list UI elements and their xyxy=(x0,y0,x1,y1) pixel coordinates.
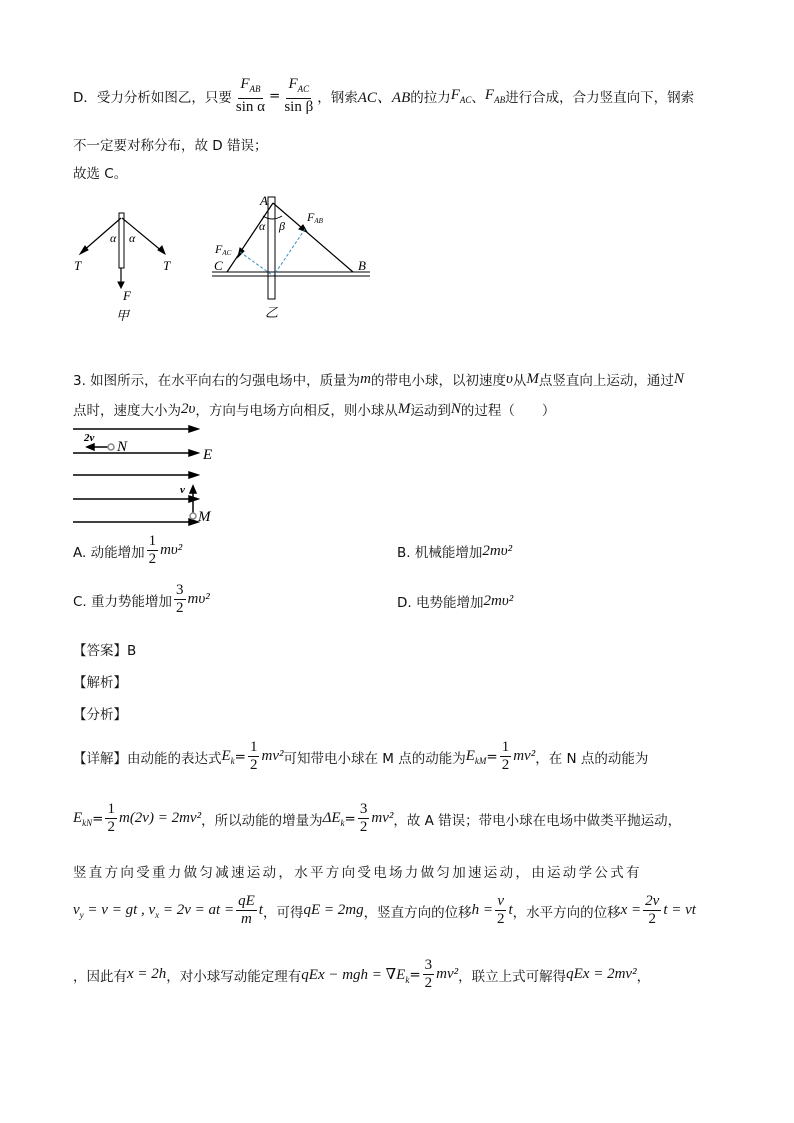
text: m(2v) = 2mv² xyxy=(118,810,202,826)
text: 的拉力 xyxy=(410,90,451,106)
text: = xyxy=(234,748,246,765)
text: 2υ xyxy=(181,400,196,417)
text: 进行合成，合力竖直向下，钢索 xyxy=(505,90,695,106)
question-3-line-2 xyxy=(73,399,555,419)
text: t = vt xyxy=(663,902,696,918)
text: y xyxy=(79,909,84,920)
text: t xyxy=(258,902,263,918)
label-t: T xyxy=(163,258,171,273)
detail-line-2 xyxy=(73,801,681,836)
text: 2 xyxy=(176,600,184,616)
text: 点竖直向上运动，通过 xyxy=(538,373,674,389)
label-v: v xyxy=(180,484,185,496)
electric-field-diagram xyxy=(70,425,260,530)
text: t xyxy=(508,902,513,918)
text: C. 重力势能增加 xyxy=(73,593,173,610)
detail-line-1 xyxy=(73,739,648,774)
math xyxy=(485,87,505,105)
text: F xyxy=(288,76,298,92)
text: x xyxy=(155,909,160,920)
text: k xyxy=(340,817,345,828)
caption-yi: 乙 xyxy=(265,305,279,320)
text: mv² xyxy=(436,966,459,982)
text: h = xyxy=(471,902,493,918)
label-b: B xyxy=(358,258,366,273)
text: ，对小球写动能定理有 xyxy=(166,968,302,985)
label-n: N xyxy=(117,439,128,455)
text: kM xyxy=(474,755,487,766)
text: ， xyxy=(636,968,651,985)
text: 运动到 xyxy=(410,403,451,419)
jiexi-label: 【解析】 xyxy=(73,675,127,691)
detail-line-5 xyxy=(73,957,650,992)
text: x = xyxy=(620,902,642,918)
text: 1 xyxy=(148,533,157,549)
text: x = 2h xyxy=(127,966,167,982)
figure-yi xyxy=(212,193,370,320)
text: ，联立上式可解得 xyxy=(458,968,567,985)
math: AC、AB xyxy=(357,89,411,106)
text: ，钢索 xyxy=(317,90,358,106)
text: mv² xyxy=(371,810,394,826)
text: qEx − mgh = ∇E xyxy=(301,966,406,983)
text: 的过程（ ） xyxy=(460,403,556,419)
text: ，水平方向的位移 xyxy=(512,904,621,921)
caption-jia: 甲 xyxy=(116,308,130,323)
label-fab xyxy=(306,210,324,225)
text: F xyxy=(240,76,250,92)
text: ，可得 xyxy=(262,904,304,921)
label-t: T xyxy=(74,258,82,273)
label-alpha: α xyxy=(110,231,117,245)
question-3-line-1 xyxy=(73,369,684,389)
label-beta: β xyxy=(279,219,285,233)
option-a[interactable] xyxy=(73,533,182,568)
text: 1 xyxy=(501,739,510,755)
label-fac xyxy=(214,242,232,257)
text: ，竖直方向的位移 xyxy=(363,904,472,921)
text: 3 xyxy=(359,801,368,817)
text: sin β xyxy=(284,99,314,115)
text: 2 xyxy=(424,975,433,991)
text: AB xyxy=(494,95,506,105)
text: 2 xyxy=(359,819,368,835)
text: 、 xyxy=(471,90,485,106)
text: 2 xyxy=(648,911,656,927)
text: mv² xyxy=(261,748,284,764)
text: ，因此有 xyxy=(73,968,127,985)
text: AC xyxy=(297,84,310,94)
figure-jia xyxy=(74,213,171,323)
text: 的带电小球，以初速度 xyxy=(371,373,507,389)
text: 2v xyxy=(645,893,660,909)
label-f: F xyxy=(123,288,131,303)
text: N xyxy=(673,370,684,387)
text: v xyxy=(73,901,80,918)
text: 2 xyxy=(148,551,157,567)
text: F xyxy=(307,210,315,224)
option-c[interactable] xyxy=(73,582,210,617)
text: N xyxy=(450,400,461,417)
text: ，故 A 错误；带电小球在电场中做类平抛运动， xyxy=(393,812,682,829)
text: 点时，速度大小为 xyxy=(73,403,181,419)
text: M xyxy=(397,400,411,417)
label-m: M xyxy=(198,509,211,525)
text: k xyxy=(405,974,410,985)
text: = xyxy=(92,810,104,827)
text: mυ² xyxy=(160,542,183,558)
text: = xyxy=(486,748,498,765)
text: F xyxy=(484,87,495,103)
option-b[interactable] xyxy=(397,541,512,561)
text: 3 xyxy=(176,582,184,598)
text: E xyxy=(465,747,475,764)
text: υ xyxy=(506,370,513,387)
fraction-fab-sin-alpha xyxy=(234,76,267,116)
text: 2 xyxy=(249,757,258,773)
text: 可知带电小球在 M 点的动能为 xyxy=(283,750,466,767)
text: k xyxy=(230,755,235,766)
text: A. 动能增加 xyxy=(73,544,145,561)
equals: = xyxy=(269,88,281,104)
text: 3 xyxy=(424,957,433,973)
text: 【详解】由动能的表达式 xyxy=(73,750,222,767)
detail-line-3: 竖直方向受重力做匀减速运动，水平方向受电场力做匀加速运动，由运动学公式有 xyxy=(73,865,642,881)
label-2v: 2v xyxy=(84,432,95,444)
option-d-analysis-line xyxy=(73,76,694,116)
text: = v = gt , v xyxy=(83,901,156,918)
text: = 2v = at = xyxy=(159,901,235,918)
text: = xyxy=(344,810,356,827)
text: 3. 如图所示，在水平向右的匀强电场中，质量为 xyxy=(73,373,361,389)
text: 1 xyxy=(249,739,258,755)
text: m xyxy=(360,370,372,387)
label-a: A xyxy=(260,193,268,208)
fenxi-label: 【分析】 xyxy=(73,707,127,723)
text: AC xyxy=(459,95,472,105)
label-alpha: α xyxy=(259,219,266,233)
text: AC xyxy=(222,249,232,257)
text: F xyxy=(215,242,223,256)
text: E xyxy=(73,809,83,826)
text: qE xyxy=(238,893,255,909)
text: mυ² xyxy=(187,591,210,607)
answer-label: 【答案】B xyxy=(73,643,137,659)
text: E xyxy=(221,747,231,764)
text: 2 xyxy=(496,911,505,927)
text: qEx = 2mv² xyxy=(566,966,637,982)
option-d[interactable] xyxy=(397,591,513,611)
text: D．受力分析如图乙，只要 xyxy=(73,90,232,106)
text: m xyxy=(241,911,252,927)
force-diagrams xyxy=(60,190,380,330)
text-line: 故选 C。 xyxy=(73,166,128,182)
text: 2mυ² xyxy=(483,592,514,609)
text: ，在 N 点的动能为 xyxy=(535,750,649,767)
text: 从 xyxy=(512,373,527,389)
text: AB xyxy=(249,84,261,94)
text: D. 电势能增加 xyxy=(397,595,484,611)
text: M xyxy=(526,370,539,387)
text: B. 机械能增加 xyxy=(397,545,483,561)
text: 1 xyxy=(107,801,115,817)
text: qE = 2mg xyxy=(303,902,364,918)
text: 2 xyxy=(501,757,510,773)
math xyxy=(451,87,472,105)
text: 2 xyxy=(107,819,115,835)
text: F xyxy=(450,87,460,103)
label-alpha: α xyxy=(129,231,136,245)
text: mv² xyxy=(513,748,536,764)
text: kN xyxy=(82,817,93,828)
text: = xyxy=(409,966,421,983)
text: ，所以动能的增量为 xyxy=(201,812,323,829)
text: v xyxy=(497,893,505,909)
detail-line-4 xyxy=(73,893,696,928)
label-e: E xyxy=(203,447,213,463)
text: ΔE xyxy=(322,809,341,826)
text: 2mυ² xyxy=(482,542,513,559)
label-c: C xyxy=(214,258,223,273)
fraction-fac-sin-beta xyxy=(282,76,315,116)
text: AB xyxy=(314,217,323,225)
text: sin α xyxy=(235,99,266,115)
text: ，方向与电场方向相反，则小球从 xyxy=(195,403,398,419)
text-line: 不一定要对称分布，故 D 错误； xyxy=(73,138,268,154)
